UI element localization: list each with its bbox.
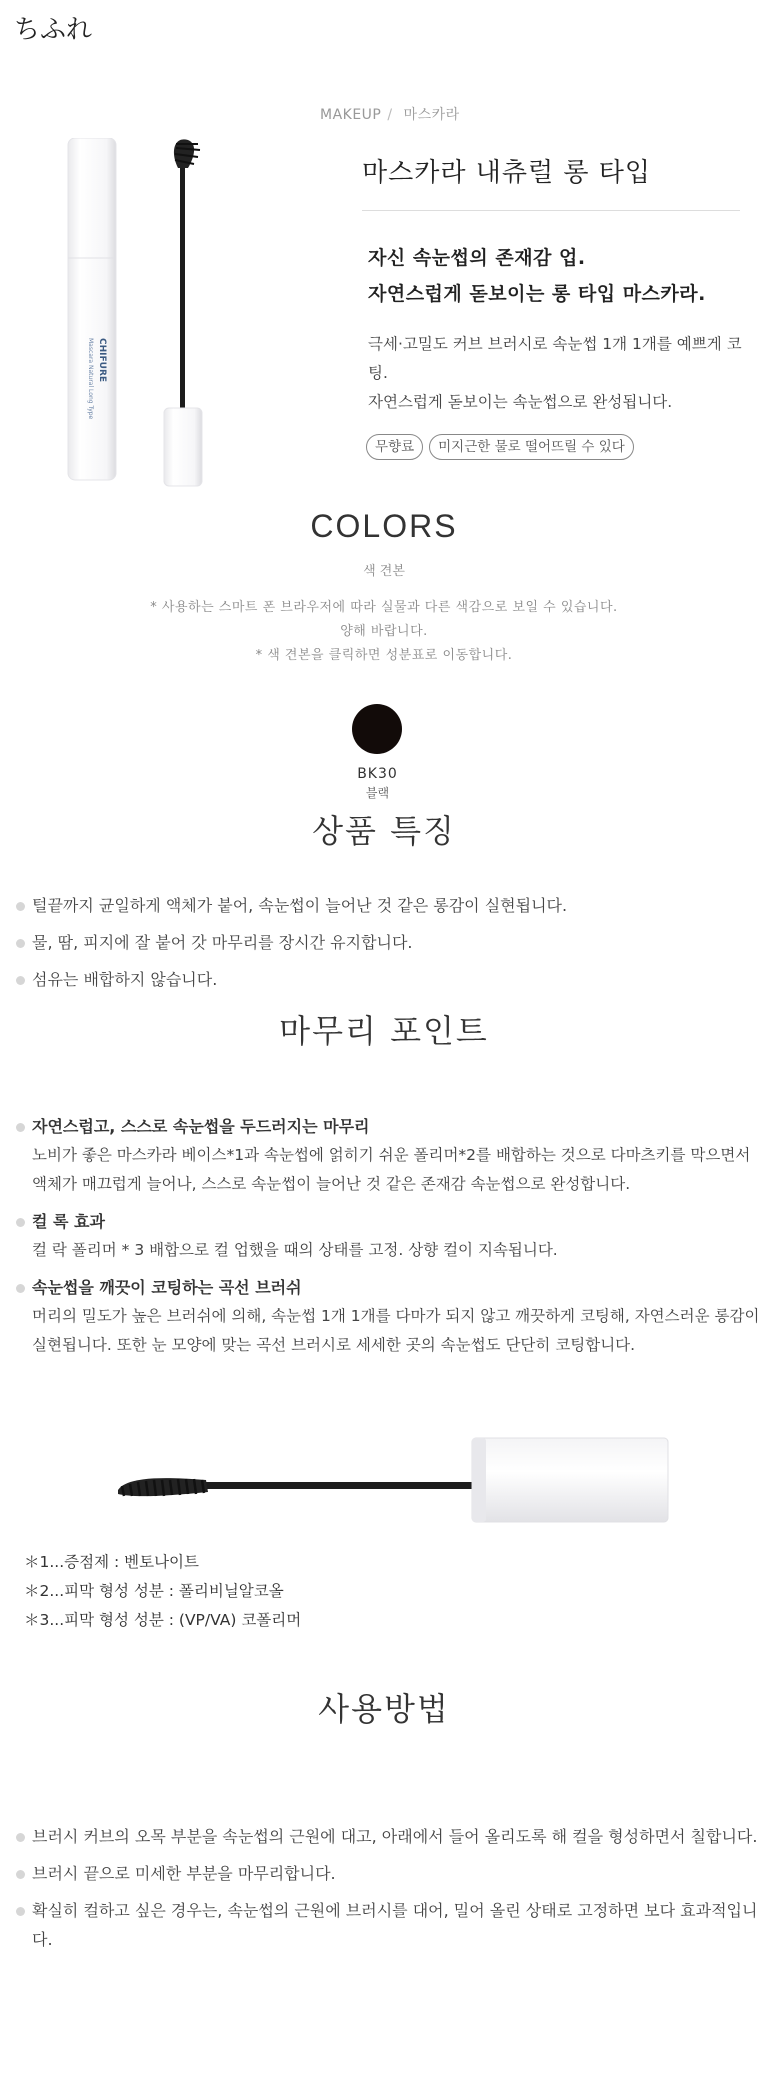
footnotes: [24, 1548, 301, 1635]
description-line: 극세·고밀도 커브 브러시로 속눈썹 1개 1개를 예쁘게 코팅.: [368, 335, 742, 382]
catch-line: 자신 속눈썹의 존재감 업.: [368, 247, 586, 269]
features-list: [14, 891, 766, 1002]
list-item: 섬유는 배합하지 않습니다.: [14, 965, 766, 994]
colors-heading: COLORS: [310, 508, 458, 544]
tag-warm-water-removable: 미지근한 물로 떨어뜨릴 수 있다: [429, 434, 634, 460]
colors-notes: [0, 596, 768, 668]
svg-text:ちふれ: ちふれ: [14, 15, 93, 45]
finish-point: [14, 1112, 766, 1199]
breadcrumb: [320, 104, 466, 124]
description-line: 자연스럽게 돋보이는 속눈썹으로 완성됩니다.: [368, 393, 673, 411]
title-divider: [362, 210, 740, 211]
list-item: 확실히 컬하고 싶은 경우는, 속눈썹의 근원에 브러시를 대어, 밀어 올린 상태로 고정하면 보다 효과적입니다.: [14, 1896, 766, 1954]
point-text: 컬 락 폴리머 * 3 배합으로 컬 업했을 때의 상태를 고정. 상향 컬이 지속됩니다.: [32, 1241, 558, 1259]
point-text: 노비가 좋은 마스카라 베이스*1과 속눈썹에 얽히기 쉬운 폴리머*2를 배합하는 것으로 다마츠키를 막으면서 액체가 매끄럽게 늘어나, 스스로 속눈썹이 늘어난 것 같은 존재감 속눈썹으로 완성합니다.: [32, 1146, 751, 1193]
usage-heading: 사용방법: [318, 1690, 450, 1728]
usage-list: [14, 1822, 766, 1962]
point-title: 컬 록 효과: [32, 1212, 105, 1231]
color-note: * 사용하는 스마트 폰 브라우저에 따라 실물과 다른 색감으로 보일 수 있습니다.: [150, 600, 618, 615]
product-image: [60, 138, 240, 488]
breadcrumb-mascara[interactable]: 마스카라: [403, 107, 460, 123]
swatch-code[interactable]: BK30: [357, 766, 398, 782]
product-catchcopy: [368, 240, 706, 312]
list-item: 털끝까지 균일하게 액체가 붙어, 속눈썹이 늘어난 것 같은 롱감이 실현됩니다.: [14, 891, 766, 920]
product-description: [368, 330, 748, 417]
finish-point: [14, 1273, 766, 1360]
list-item: 브러시 끝으로 미세한 부분을 마무리합니다.: [14, 1859, 766, 1888]
point-title: 자연스럽고, 스스로 속눈썹을 두드러지는 마무리: [32, 1117, 370, 1136]
color-swatch-bk30[interactable]: [352, 704, 402, 754]
color-note: * 색 견본을 클릭하면 성분표로 이동합니다.: [255, 648, 513, 663]
color-note: 양해 바랍니다.: [340, 624, 428, 639]
breadcrumb-separator: /: [387, 107, 393, 123]
finish-points: [14, 1112, 766, 1368]
catch-line: 자연스럽게 돋보이는 롱 타입 마스카라.: [368, 283, 706, 305]
package-brand: CHIFURE: [97, 338, 107, 383]
breadcrumb-makeup[interactable]: MAKEUP: [320, 107, 382, 123]
chifure-logo[interactable]: [14, 8, 114, 48]
swatch-name: 블랙: [365, 786, 390, 800]
brush-image: [116, 1436, 676, 1526]
finish-point: [14, 1207, 766, 1265]
point-title: 속눈썹을 깨끗이 코팅하는 곡선 브러쉬: [32, 1278, 302, 1297]
product-tags: [366, 434, 634, 460]
list-item: 물, 땀, 피지에 잘 붙어 갓 마무리를 장시간 유지합니다.: [14, 928, 766, 957]
finish-heading: 마무리 포인트: [279, 1012, 489, 1050]
package-name: Mascara Natural Long Type: [87, 338, 94, 420]
footnote: ＊2...피막 형성 성분 : 폴리비닐알코올: [24, 1582, 284, 1600]
footnote: ＊1...증점제 : 벤토나이트: [24, 1553, 200, 1571]
list-item: 브러시 커브의 오목 부분을 속눈썹의 근원에 대고, 아래에서 들어 올리도록 해 컬을 형성하면서 칠합니다.: [14, 1822, 766, 1851]
point-text: 머리의 밀도가 높은 브러쉬에 의해, 속눈썹 1개 1개를 다마가 되지 않고 깨끗하게 코팅해, 자연스러운 롱감이 실현됩니다. 또한 눈 모양에 맞는 곡선 브러시로 세세한 곳의 속눈썹도 단단히 코팅합니다.: [32, 1307, 760, 1354]
tag-fragrance-free: 무향료: [366, 434, 423, 460]
colors-subheading: 색 견본: [363, 564, 405, 579]
product-title: 마스카라 내츄럴 롱 타입: [362, 158, 651, 188]
features-heading: 상품 특징: [312, 812, 456, 850]
footnote: ＊3...피막 형성 성분 : (VP/VA) 코폴리머: [24, 1611, 302, 1629]
